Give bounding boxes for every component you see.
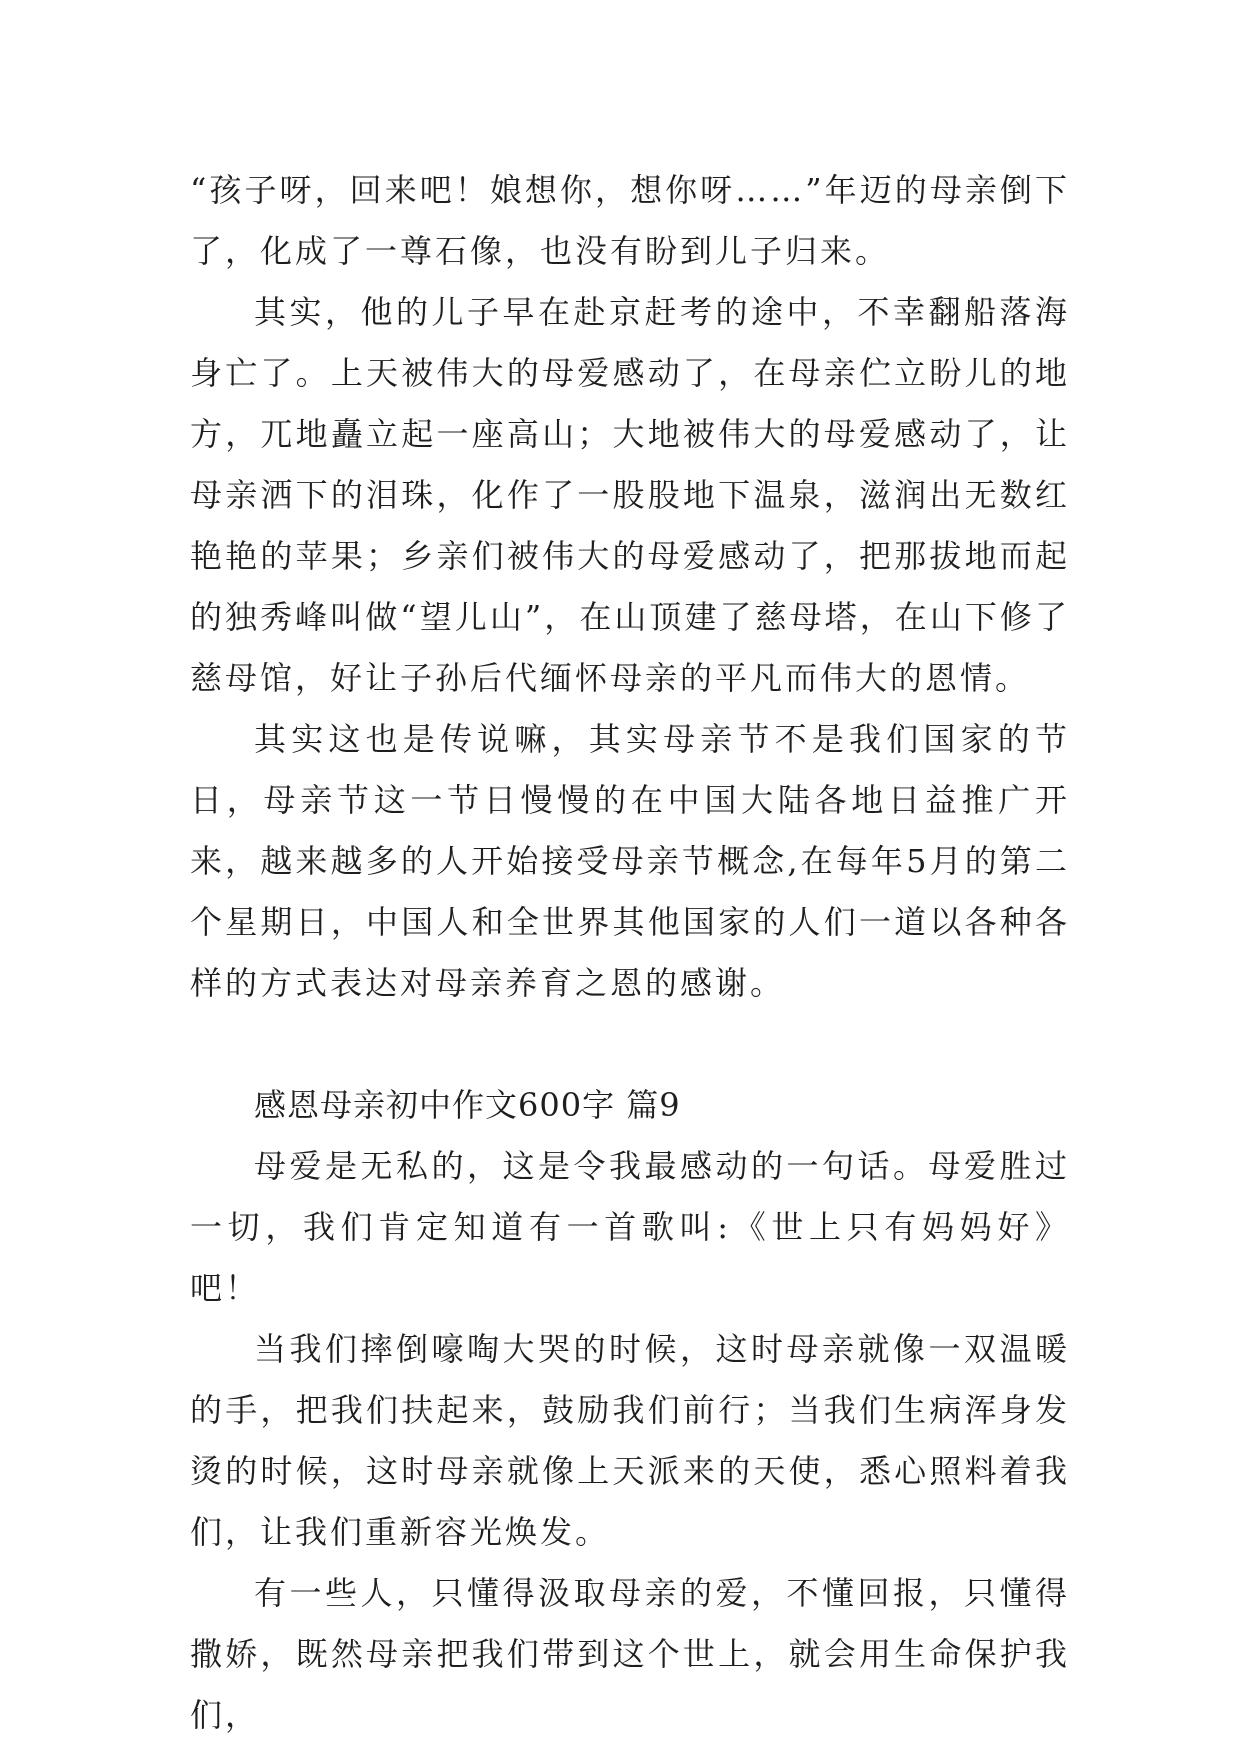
section-heading: 感恩母亲初中作文600字 篇9 <box>254 1086 681 1124</box>
paragraph: 当我们摔倒嚎啕大哭的时候，这时母亲就像一双温暖的手，把我们扶起来，鼓励我们前行；当我们生病浑身发烫的时候，这时母亲就像上天派来的天使，悉心照料着我们，让我们重新容光焕发。 <box>190 1330 1070 1551</box>
paragraph: 其实这也是传说嘛，其实母亲节不是我们国家的节日，母亲节这一节日慢慢的在中国大陆各地日益推广开来，越来越多的人开始接受母亲节概念,在每年5月的第二个星期日，中国人和全世界其他国家的人们一道以各种各样的方式表达对母亲养育之恩的感谢。 <box>190 720 1070 1002</box>
paragraph: 母爱是无私的，这是令我最感动的一句话。母爱胜过一切，我们肯定知道有一首歌叫:《世上只有妈妈好》吧！ <box>190 1147 1070 1307</box>
paragraph: 其实，他的儿子早在赴京赶考的途中，不幸翻船落海身亡了。上天被伟大的母爱感动了，在母亲伫立盼儿的地方，兀地矗立起一座高山；大地被伟大的母爱感动了，让母亲洒下的泪珠，化作了一股股地下温泉，滋润出无数红艳艳的苹果；乡亲们被伟大的母爱感动了，把那拔地而起的独秀峰叫做“望儿山”，在山顶建了慈母塔，在山下修了慈母馆，好让子孙后代缅怀母亲的平凡而伟大的恩情。 <box>190 293 1070 697</box>
section-gap <box>190 1014 1070 1075</box>
document-body <box>190 160 1070 1746</box>
paragraph: “孩子呀，回来吧！娘想你，想你呀……”年迈的母亲倒下了，化成了一尊石像，也没有盼到儿子归来。 <box>190 171 1070 270</box>
paragraph: 有一些人，只懂得汲取母亲的爱，不懂回报，只懂得撒娇，既然母亲把我们带到这个世上，就会用生命保护我们， <box>190 1574 1070 1734</box>
